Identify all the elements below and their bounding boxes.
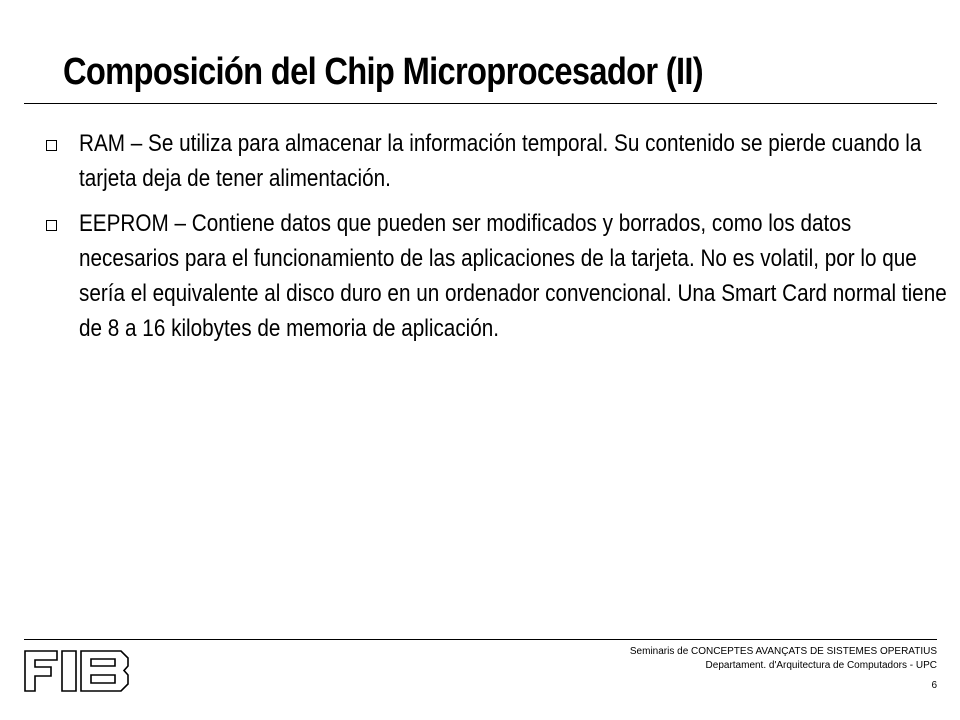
footer-divider (24, 639, 937, 640)
square-bullet-icon (46, 140, 57, 151)
footer-seminar-line: Seminaris de CONCEPTES AVANÇATS DE SISTEMES OPERATIUS (629, 646, 937, 657)
footer-department-line: Departament. d'Arquitectura de Computadors - UPC (705, 660, 937, 671)
bullet-text: EEPROM – Contiene datos que pueden ser modificados y borrados, como los datos necesarios para el funcionamiento de las aplicaciones de la tarjeta. No es volatil, por lo que sería el equivalente al disco duro en un ordenador convencional. Una Smart Card normal tiene de 8 a 16 kilobytes de memoria de aplicación. (79, 210, 947, 342)
bullet-text: RAM – Se utiliza para almacenar la información temporal. Su contenido se pierde cuando la tarjeta deja de tener alimentación. (79, 130, 922, 192)
fib-logo (24, 650, 130, 692)
footer-credits (630, 645, 937, 673)
title-divider (24, 103, 937, 104)
page-number: 6 (931, 680, 937, 691)
bullet-item-eeprom (0, 206, 960, 346)
slide-title: Composición del Chip Microprocesador (II) (63, 51, 703, 93)
square-bullet-icon (46, 220, 57, 231)
bullet-list (0, 126, 960, 356)
bullet-item-ram (0, 126, 960, 196)
